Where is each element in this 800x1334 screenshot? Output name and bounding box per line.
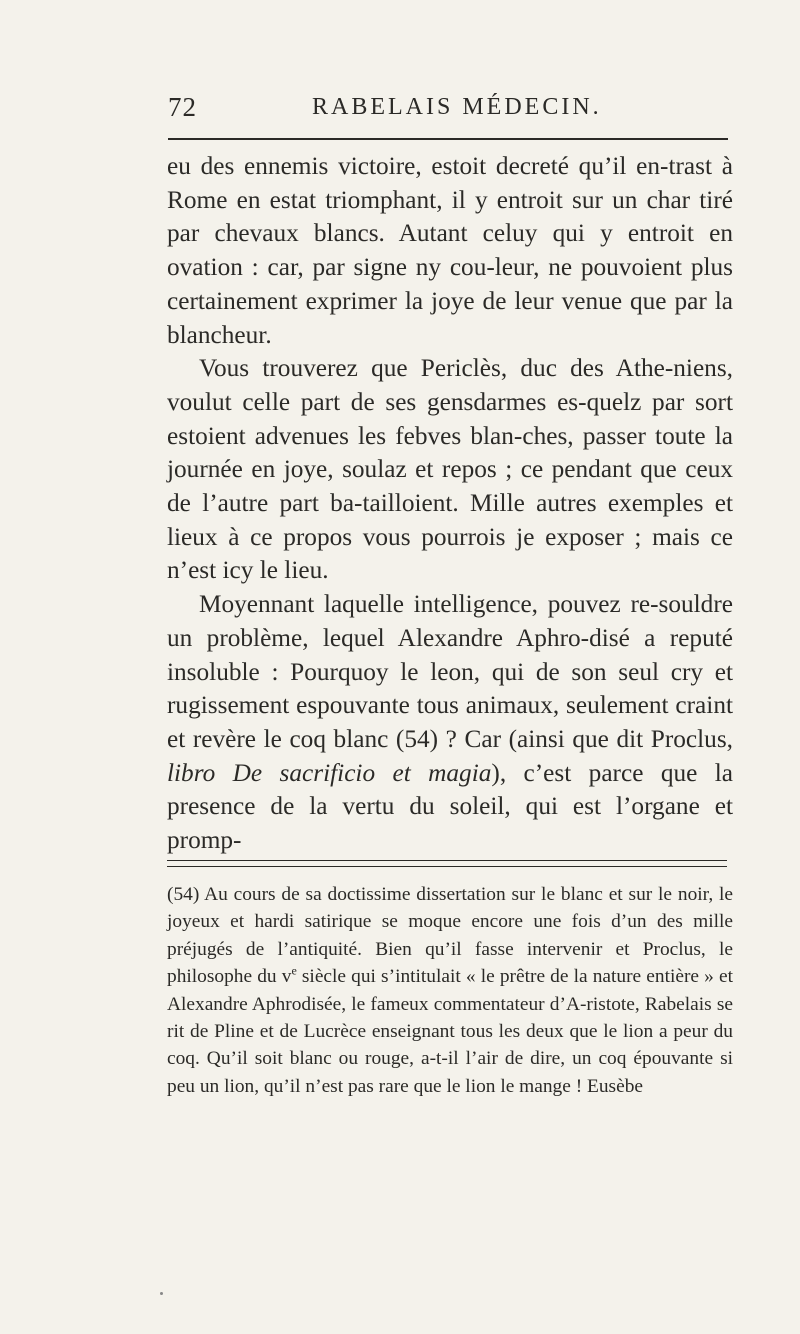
footnote-rule-secondary bbox=[167, 866, 727, 867]
paragraph-2: Vous trouverez que Periclès, duc des Athe-niens, voulut celle part de ses gensdarmes es-quelz par sort estoient advenues les febves blan-ches, passer toute la journée en joye, soulaz et repos ; ce pendant que ceux de l’autre part ba-tailloient. Mille autres exemples et lieux à ce propos vous pourrois je exposer ; mais ce n’est icy le lieu. bbox=[167, 354, 733, 585]
paragraph-1: eu des ennemis victoire, estoit decreté qu’il en-trast à Rome en estat triomphant, il y entroit sur un char tiré par chevaux blancs. Autant celuy qui y entroit en ovation : car, par signe ny cou-leur, ne pouvoient plus certainement exprimer la joye de leur venue que par la blancheur. bbox=[167, 152, 733, 349]
footnote-text-2: siècle qui s’intitulait « le prêtre de la nature entière » et Alexandre Aphrodisée, le fameux commentateur d’A-ristote, Rabelais se rit de Pline et de Lucrèce enseignant tous les deux que le lion a peur du coq. Qu’il soit blanc ou rouge, a-t-il l’air de dire, un coq épouvante si peu un lion, qu’il n’est pas rare que le lion le mange ! Eusèbe bbox=[167, 966, 733, 1097]
header-rule bbox=[168, 138, 728, 140]
running-head bbox=[168, 92, 728, 124]
footnote-54 bbox=[167, 881, 733, 1100]
italic-title: libro De sacrificio et magia bbox=[167, 758, 492, 787]
paragraph-3-start: Moyennant laquelle intelligence, pouvez re-souldre un problème, lequel Alexandre Aphro-disé a reputé insoluble : Pourquoy le leon, qui de son seul cry et rugissement espouvante tous animaux, seulement craint et revère le coq blanc (54) ? Car (ainsi que dit Proclus, bbox=[167, 590, 733, 753]
footnote-rule bbox=[167, 860, 727, 861]
footnote-superscript: e bbox=[291, 963, 297, 978]
main-text bbox=[167, 150, 733, 858]
paragraph-3 bbox=[167, 588, 733, 858]
paragraph-3-end: ), c’est parce que la presence de la vertu du soleil, qui est l’organe et promp- bbox=[167, 758, 733, 855]
paper-speck bbox=[160, 1292, 163, 1295]
footnote-text-1: (54) Au cours de sa doctissime dissertation sur le blanc et sur le noir, le joyeux et hardi satirique se moque encore une fois d’un des mille préjugés de l’antiquité. Bien qu’il fasse intervenir et Proclus, le philosophe du v bbox=[167, 884, 733, 988]
running-title: RABELAIS MÉDECIN. bbox=[312, 94, 602, 120]
page-number: 72 bbox=[168, 92, 197, 122]
